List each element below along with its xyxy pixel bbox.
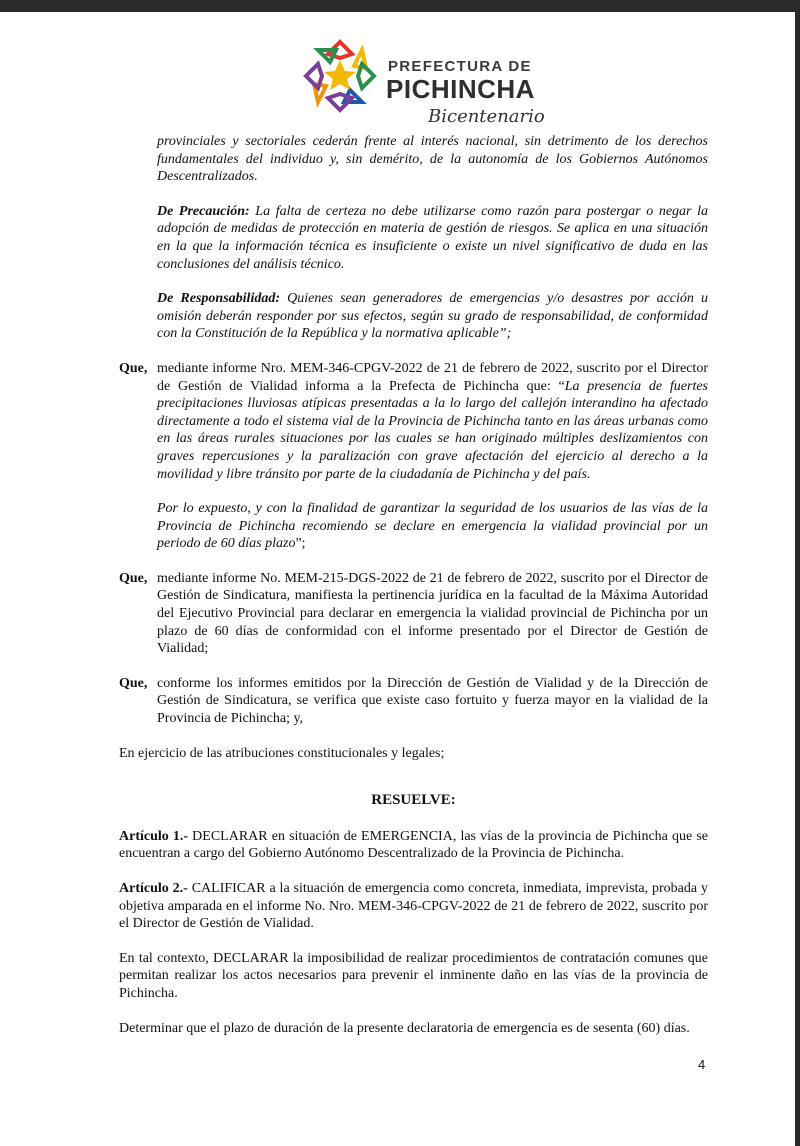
document-page bbox=[0, 12, 795, 1146]
paragraph-responsabilidad bbox=[119, 290, 708, 343]
page-number: 4 bbox=[698, 1057, 706, 1072]
tagline: Bicentenario bbox=[428, 106, 545, 127]
paragraph-plazo: Determinar que el plazo de duración de la presente declaratoria de emergencia es de sesenta (60) días. bbox=[119, 1020, 690, 1036]
paragraph-precaucion bbox=[119, 203, 708, 273]
que-label: Que, bbox=[119, 570, 148, 586]
articulo-2-text: CALIFICAR a la situación de emergencia como concreta, inmediata, imprevista, probada y objetiva amparada en el informe No. Nro. MEM-346-CPGV-2022 de 21 de febrero de 2022, suscrito por el Director de Gestión de Vialidad. bbox=[119, 881, 708, 932]
que-label: Que, bbox=[119, 675, 148, 691]
articulo-1-label: Artículo 1.- bbox=[119, 828, 189, 844]
que1-quote: La presencia de fuertes precipitaciones lluviosas atípicas presentadas a la lo largo del callejón interandino ha afectado directamente a todo el sistema vial de la Provincia de Pichincha tanto en las áreas urbanas como en las áreas rurales situaciones por las cuales se han originado múltiples deslizamientos con graves repercusiones y la paralización con grave afectación del ejercicio al derecho a la movilidad y libre tránsito por parte de la ciudadanía de Pichincha y del país. bbox=[157, 378, 708, 482]
que1-plain: mediante informe Nro. MEM-346-CPGV-2022 de 21 de febrero de 2022, suscrito por el Director de Gestión de Vialidad informa a la Prefecta de Pichincha que: “ bbox=[157, 360, 708, 394]
articulo-2 bbox=[119, 880, 708, 933]
document-body bbox=[119, 133, 708, 1037]
que-clause-1-continuation bbox=[119, 500, 708, 553]
que-clause-1 bbox=[119, 360, 708, 483]
paragraph-contexto: En tal contexto, DECLARAR la imposibilidad de realizar procedimientos de contratación comunes que permitan realizar los actos necesarios para prevenir el inminente daño en las vías de la provincia de Pichincha. bbox=[119, 950, 708, 1001]
org-line1: PREFECTURA DE bbox=[388, 58, 532, 75]
que1-cont-close: ”; bbox=[295, 536, 306, 552]
prefectura-emblem-icon bbox=[300, 36, 380, 116]
que-clause-3 bbox=[119, 675, 708, 728]
que3-text: conforme los informes emitidos por la Dirección de Gestión de Vialidad y de la Dirección de Gestión de Sindicatura, se verifica que existe caso fortuito y fuerza mayor en la vialidad de la Provincia de Pichincha; y, bbox=[157, 675, 708, 727]
precaucion-term: De Precaución: bbox=[157, 203, 250, 219]
precaucion-text: La falta de certeza no debe utilizarse como razón para postergar o negar la adopción de medidas de protección en materia de gestión de riesgos. Se aplica en una situación en la que la información técnica es insuficiente o existe un nivel significativo de duda en las conclusiones del análisis técnico. bbox=[157, 203, 708, 272]
que2-text: mediante informe No. MEM-215-DGS-2022 de 21 de febrero de 2022, suscrito por el Director de Gestión de Sindicatura, manifiesta la pertinencia jurídica en la facultad de la Máxima Autoridad del Ejecutivo Provincial para declarar en emergencia la vialidad provincial de Pichincha por un plazo de 60 días de conformidad con el informe presentado por el Director de Gestión de Vialidad; bbox=[157, 570, 708, 657]
paragraph-principio-continuation: provinciales y sectoriales cederán frente al interés nacional, sin detrimento de los derechos fundamentales del individuo y, sin demérito, de la autonomía de los Gobiernos Autónomos Descentralizados. bbox=[157, 134, 708, 185]
paragraph-ejercicio: En ejercicio de las atribuciones constitucionales y legales; bbox=[119, 745, 445, 761]
responsabilidad-text: Quienes sean generadores de emergencias y/o desastres por acción u omisión deberán responder por sus efectos, según su grado de responsabilidad, de conformidad con la Constitución de la República y la normativa aplicable”; bbox=[157, 291, 708, 342]
articulo-2-label: Artículo 2.- bbox=[119, 881, 188, 896]
org-line2: PICHINCHA bbox=[386, 74, 535, 104]
articulo-1 bbox=[119, 828, 708, 863]
que-label: Que, bbox=[119, 360, 148, 376]
que-clause-2 bbox=[119, 570, 708, 658]
resuelve-heading: RESUELVE: bbox=[371, 792, 456, 809]
prefectura-logo bbox=[300, 36, 545, 136]
responsabilidad-term: De Responsabilidad: bbox=[157, 291, 280, 307]
que1-cont-quote: Por lo expuesto, y con la finalidad de garantizar la seguridad de los usuarios de las vías de la Provincia de Pichincha recomiendo se declare en emergencia la vialidad provincial por un periodo de 60 días plazo bbox=[157, 501, 708, 552]
articulo-1-text: DECLARAR en situación de EMERGENCIA, las vías de la provincia de Pichincha que se encuentran a cargo del Gobierno Autónomo Descentralizado de la Provincia de Pichincha. bbox=[119, 828, 708, 862]
